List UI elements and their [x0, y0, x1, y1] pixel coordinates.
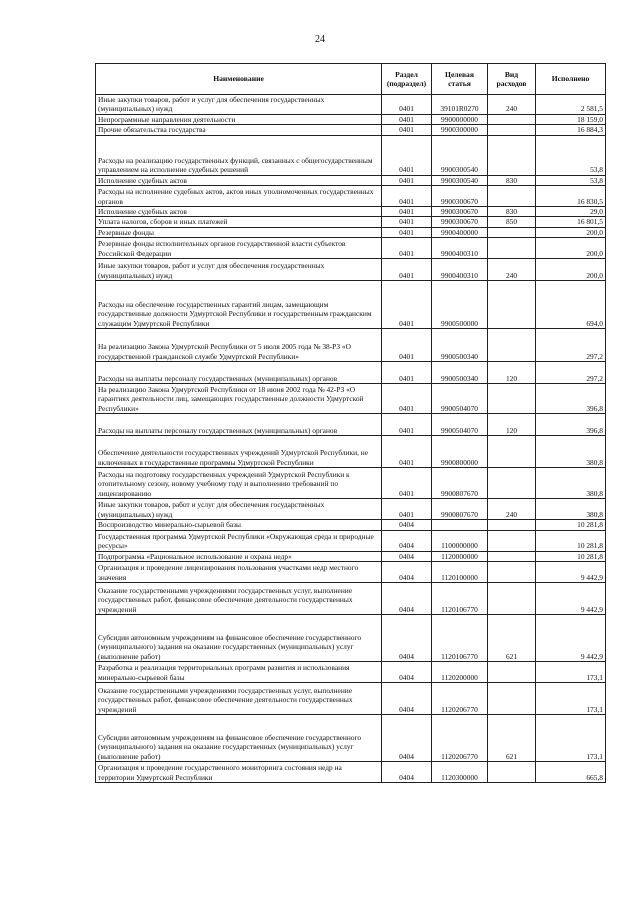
cell-executed: 173,1 — [536, 662, 606, 683]
table-row — [96, 520, 606, 530]
cell-expense-type: 240 — [488, 95, 536, 115]
cell-executed: 16 884,3 — [536, 125, 606, 135]
table-body — [96, 95, 606, 783]
header-executed: Исполнено — [536, 64, 606, 95]
cell-expense-type: 240 — [488, 499, 536, 520]
cell-article — [432, 520, 488, 530]
table-row — [96, 683, 606, 715]
table-row — [96, 175, 606, 185]
cell-article: 9900300670 — [432, 207, 488, 217]
table-row — [96, 281, 606, 329]
cell-expense-type: 621 — [488, 615, 536, 662]
cell-section: 0401 — [382, 414, 432, 436]
cell-name: Субсидии автономным учреждениям на финансовое обеспечение государственного (муниципального) задания на оказание государственных (муниципальных) услуг (выполнение работ) — [96, 615, 382, 662]
cell-section: 0401 — [382, 227, 432, 237]
table-row — [96, 238, 606, 259]
cell-section: 0401 — [382, 175, 432, 185]
cell-section: 0404 — [382, 662, 432, 683]
cell-expense-type — [488, 530, 536, 551]
cell-expense-type — [488, 551, 536, 561]
cell-article: 9900000000 — [432, 114, 488, 124]
cell-article: 9900504070 — [432, 384, 488, 414]
cell-executed: 297,2 — [536, 329, 606, 362]
table-row — [96, 615, 606, 662]
cell-executed: 200,0 — [536, 238, 606, 259]
cell-expense-type — [488, 468, 536, 499]
cell-name: Прочие обязательства государства — [96, 125, 382, 135]
cell-expense-type: 850 — [488, 217, 536, 227]
cell-name: Расходы на выплаты персоналу государственных (муниципальных) органов — [96, 414, 382, 436]
cell-name: Расходы на исполнение судебных актов, актов иных уполномоченных государственных органов — [96, 186, 382, 207]
cell-name: Расходы на подготовку государственных учреждений Удмуртской Республики к отопительному сезону, новому учебному году и выполнению требований по лицензированию — [96, 468, 382, 499]
cell-name: Резервные фонды исполнительных органов государственной власти субъектов Российской Федерации — [96, 238, 382, 259]
cell-name: Непрограммные направления деятельности — [96, 114, 382, 124]
cell-section: 0401 — [382, 238, 432, 259]
cell-expense-type — [488, 238, 536, 259]
cell-section: 0404 — [382, 683, 432, 715]
table-row — [96, 662, 606, 683]
cell-article: 9900807670 — [432, 499, 488, 520]
cell-section: 0401 — [382, 329, 432, 362]
cell-expense-type — [488, 125, 536, 135]
table-row — [96, 499, 606, 520]
cell-article: 39101R0270 — [432, 95, 488, 115]
cell-section: 0401 — [382, 499, 432, 520]
cell-executed: 380,8 — [536, 468, 606, 499]
cell-name: Иные закупки товаров, работ и услуг для обеспечения государственных (муниципальных) нужд — [96, 95, 382, 115]
cell-section: 0401 — [382, 135, 432, 175]
cell-expense-type — [488, 384, 536, 414]
cell-name: Иные закупки товаров, работ и услуг для обеспечения государственных (муниципальных) нужд — [96, 259, 382, 281]
cell-name: Оказание государственными учреждениями государственных услуг, выполнение государственных работ, финансовое обеспечение деятельности государственных учреждений — [96, 583, 382, 615]
cell-section: 0404 — [382, 562, 432, 583]
cell-executed: 665,8 — [536, 762, 606, 783]
cell-expense-type — [488, 227, 536, 237]
cell-expense-type: 240 — [488, 259, 536, 281]
header-name: Наименование — [96, 64, 382, 95]
cell-expense-type: 120 — [488, 414, 536, 436]
cell-article: 1100000000 — [432, 530, 488, 551]
table-header-row — [96, 64, 606, 95]
cell-section: 0401 — [382, 436, 432, 468]
cell-name: Подпрограмма «Рациональное использование и охрана недр» — [96, 551, 382, 561]
cell-expense-type: 120 — [488, 362, 536, 384]
cell-executed: 173,1 — [536, 715, 606, 762]
cell-article: 9900300540 — [432, 135, 488, 175]
cell-expense-type — [488, 436, 536, 468]
cell-section: 0404 — [382, 615, 432, 662]
cell-executed: 380,8 — [536, 499, 606, 520]
table-row — [96, 217, 606, 227]
cell-section: 0401 — [382, 384, 432, 414]
table-row — [96, 715, 606, 762]
table-row — [96, 135, 606, 175]
cell-executed: 200,0 — [536, 227, 606, 237]
cell-article: 1120206770 — [432, 683, 488, 715]
cell-expense-type — [488, 135, 536, 175]
cell-article: 1120206770 — [432, 715, 488, 762]
cell-executed: 9 442,9 — [536, 562, 606, 583]
cell-name: Субсидии автономным учреждениям на финансовое обеспечение государственного (муниципального) задания на оказание государственных (муниципальных) услуг (выполнение работ) — [96, 715, 382, 762]
cell-executed: 29,0 — [536, 207, 606, 217]
header-expense-type: Вид расходов — [488, 64, 536, 95]
cell-section: 0401 — [382, 114, 432, 124]
cell-name: Организация и проведение лицензирования пользования участками недр местного значения — [96, 562, 382, 583]
cell-section: 0401 — [382, 468, 432, 499]
cell-executed: 200,0 — [536, 259, 606, 281]
cell-name: Разработка и реализация территориальных программ развития и использования минерально-сырьевой базы — [96, 662, 382, 683]
cell-article: 1120106770 — [432, 615, 488, 662]
table-row — [96, 227, 606, 237]
table-row — [96, 468, 606, 499]
cell-executed: 694,0 — [536, 281, 606, 329]
cell-expense-type — [488, 281, 536, 329]
cell-name: Исполнение судебных актов — [96, 207, 382, 217]
cell-expense-type — [488, 329, 536, 362]
cell-expense-type: 830 — [488, 175, 536, 185]
cell-section: 0401 — [382, 259, 432, 281]
cell-article: 9900300540 — [432, 175, 488, 185]
cell-name: Расходы на реализацию государственных функций, связанных с общегосударственным управлением на исполнение судебных решений — [96, 135, 382, 175]
cell-executed: 2 581,5 — [536, 95, 606, 115]
cell-executed: 9 442,9 — [536, 615, 606, 662]
cell-expense-type: 621 — [488, 715, 536, 762]
cell-executed: 297,2 — [536, 362, 606, 384]
cell-executed: 173,1 — [536, 683, 606, 715]
cell-name: Расходы на обеспечение государственных гарантий лицам, замещающим государственные должности Удмуртской Республики и государственным гражданским служащим Удмуртской Республики — [96, 281, 382, 329]
table-row — [96, 114, 606, 124]
cell-name: Оказание государственными учреждениями государственных услуг, выполнение государственных работ, финансовое обеспечение деятельности государственных учреждений — [96, 683, 382, 715]
cell-section: 0401 — [382, 125, 432, 135]
cell-article: 1120100000 — [432, 562, 488, 583]
table-row — [96, 207, 606, 217]
table-row — [96, 329, 606, 362]
table-row — [96, 186, 606, 207]
cell-name: Резервные фонды — [96, 227, 382, 237]
table-row — [96, 562, 606, 583]
cell-article: 9900800000 — [432, 436, 488, 468]
cell-expense-type — [488, 114, 536, 124]
cell-expense-type — [488, 520, 536, 530]
cell-expense-type: 830 — [488, 207, 536, 217]
cell-name: На реализацию Закона Удмуртской Республики от 5 июля 2005 года № 38-РЗ «О государственной гражданской службе Удмуртской Республики» — [96, 329, 382, 362]
cell-name: Организация и проведение государственного мониторинга состояния недр на территории Удмуртской Республики — [96, 762, 382, 783]
cell-section: 0401 — [382, 362, 432, 384]
cell-section: 0401 — [382, 281, 432, 329]
page-number: 24 — [315, 34, 325, 45]
cell-section: 0404 — [382, 715, 432, 762]
cell-name: На реализацию Закона Удмуртской Республики от 18 июня 2002 года № 42-РЗ «О гарантиях деятельности лиц, замещающих государственные должности Удмуртской Республики» — [96, 384, 382, 414]
table-row — [96, 414, 606, 436]
table-row — [96, 762, 606, 783]
cell-name: Расходы на выплаты персоналу государственных (муниципальных) органов — [96, 362, 382, 384]
cell-executed: 396,8 — [536, 384, 606, 414]
cell-section: 0404 — [382, 762, 432, 783]
cell-article: 1120106770 — [432, 583, 488, 615]
cell-section: 0401 — [382, 217, 432, 227]
cell-section: 0401 — [382, 186, 432, 207]
cell-article: 9900500340 — [432, 362, 488, 384]
header-article: Целевая статья — [432, 64, 488, 95]
cell-executed: 16 801,5 — [536, 217, 606, 227]
cell-executed: 18 159,0 — [536, 114, 606, 124]
cell-expense-type — [488, 186, 536, 207]
cell-name: Воспроизводство минерально-сырьевой базы — [96, 520, 382, 530]
table-row — [96, 125, 606, 135]
table-row — [96, 362, 606, 384]
table-row — [96, 95, 606, 115]
cell-executed: 53,8 — [536, 175, 606, 185]
cell-expense-type — [488, 662, 536, 683]
cell-section: 0404 — [382, 520, 432, 530]
cell-article: 1120200000 — [432, 662, 488, 683]
cell-section: 0401 — [382, 95, 432, 115]
table-row — [96, 259, 606, 281]
table-row — [96, 436, 606, 468]
cell-executed: 10 281,8 — [536, 551, 606, 561]
cell-executed: 10 281,8 — [536, 520, 606, 530]
header-section: Раздел (подраздел) — [382, 64, 432, 95]
cell-article: 9900300670 — [432, 186, 488, 207]
cell-article: 9900807670 — [432, 468, 488, 499]
cell-article: 9900400310 — [432, 259, 488, 281]
cell-article: 1120000000 — [432, 551, 488, 561]
cell-expense-type — [488, 562, 536, 583]
cell-section: 0401 — [382, 207, 432, 217]
cell-article: 9900500340 — [432, 329, 488, 362]
table-row — [96, 384, 606, 414]
cell-expense-type — [488, 583, 536, 615]
cell-article: 1120300000 — [432, 762, 488, 783]
cell-expense-type — [488, 762, 536, 783]
cell-name: Иные закупки товаров, работ и услуг для обеспечения государственных (муниципальных) нужд — [96, 499, 382, 520]
cell-executed: 380,8 — [536, 436, 606, 468]
cell-section: 0404 — [382, 530, 432, 551]
cell-executed: 16 830,5 — [536, 186, 606, 207]
cell-article: 9900300000 — [432, 125, 488, 135]
cell-expense-type — [488, 683, 536, 715]
cell-executed: 396,8 — [536, 414, 606, 436]
cell-article: 9900504070 — [432, 414, 488, 436]
budget-table — [95, 63, 606, 783]
table-row — [96, 530, 606, 551]
cell-article: 9900400000 — [432, 227, 488, 237]
cell-name: Исполнение судебных актов — [96, 175, 382, 185]
cell-section: 0404 — [382, 583, 432, 615]
cell-name: Государственная программа Удмуртской Республики «Окружающая среда и природные ресурсы» — [96, 530, 382, 551]
cell-executed: 53,8 — [536, 135, 606, 175]
cell-executed: 9 442,9 — [536, 583, 606, 615]
cell-name: Уплата налогов, сборов и иных платежей — [96, 217, 382, 227]
table-row — [96, 551, 606, 561]
cell-section: 0404 — [382, 551, 432, 561]
cell-article: 9900400310 — [432, 238, 488, 259]
cell-name: Обеспечение деятельности государственных учреждений Удмуртской Республики, не включенных в государственные программы Удмуртской Республики — [96, 436, 382, 468]
cell-executed: 10 281,8 — [536, 530, 606, 551]
cell-article: 9900300670 — [432, 217, 488, 227]
table-row — [96, 583, 606, 615]
cell-article: 9900500000 — [432, 281, 488, 329]
